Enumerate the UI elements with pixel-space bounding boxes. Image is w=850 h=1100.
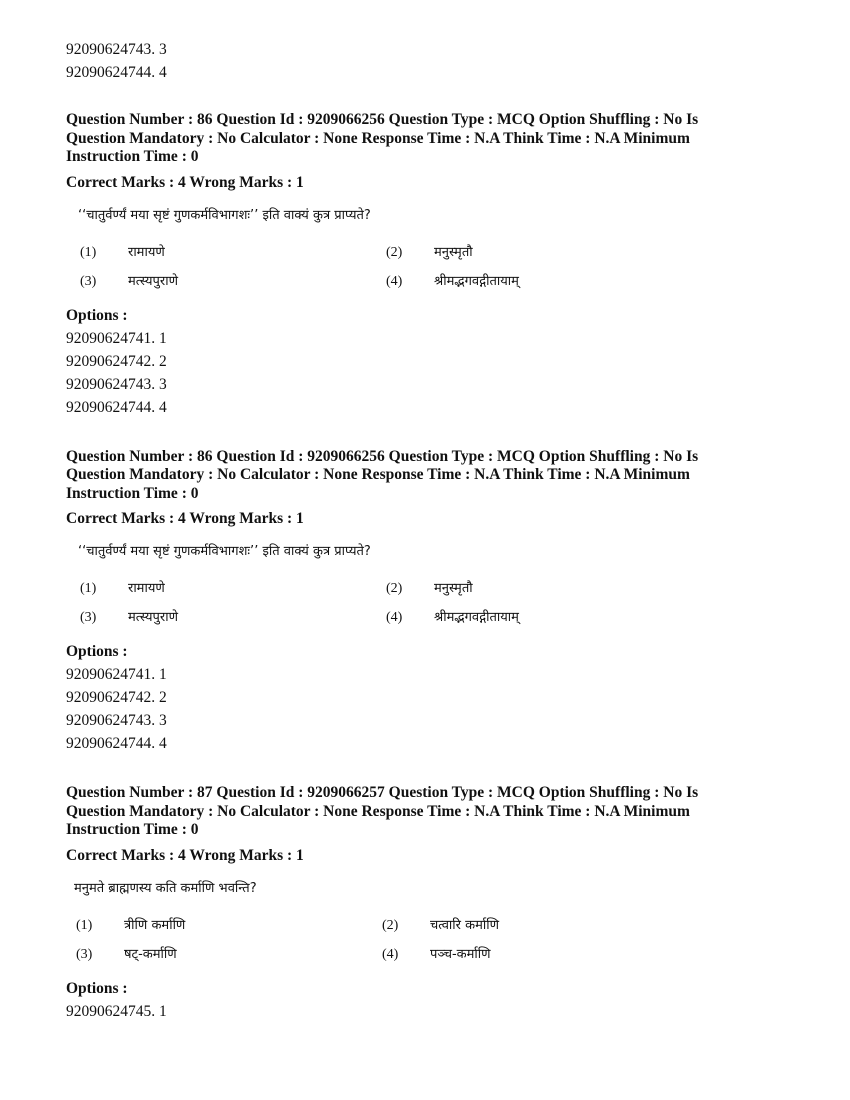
header-line: Question Mandatory : No Calculator : None Response Time : N.A Think Time : N.A Minimum (66, 802, 690, 820)
header-line: Question Number : 86 Question Id : 9209066256 Question Type : MCQ Option Shuffling : No Is (66, 447, 699, 465)
header-line: Question Number : 87 Question Id : 9209066257 Question Type : MCQ Option Shuffling : No Is (66, 784, 699, 801)
option-line: 92090624741. 1 (66, 329, 167, 347)
option-line: 92090624742. 2 (66, 352, 167, 370)
options-label: Options : (66, 643, 128, 660)
choice-1: (1) त्रीणि कर्माणि (76, 917, 186, 933)
option-line: 92090624743. 3 (66, 712, 167, 729)
options-label: Options : (66, 306, 128, 324)
question-header (66, 448, 786, 504)
question-text: ‘‘चातुर्वर्ण्यं मया सृष्टं गुणकर्मविभागशः’’ इति वाक्यं कुत्र प्राप्यते? (78, 544, 371, 559)
question-text: ‘‘चातुर्वर्ण्यं मया सृष्टं गुणकर्मविभागशः’’ इति वाक्यं कुत्र प्राप्यते? (78, 207, 371, 223)
choice-4: (4) पञ्च-कर्माणि (382, 946, 491, 962)
choice-2: (2) मनुस्मृतौ (386, 581, 473, 596)
option-line: 92090624744. 4 (66, 398, 167, 416)
question-header (66, 784, 786, 840)
document-page (66, 38, 786, 1023)
choice-4: (4) श्रीमद्भगवद्गीतायाम् (386, 610, 519, 625)
question-block (66, 111, 786, 419)
header-line: Question Mandatory : No Calculator : None Response Time : N.A Think Time : N.A Minimum (66, 466, 690, 483)
option-line: 92090624744. 4 (66, 64, 167, 81)
choice-1: (1) रामायणे (80, 244, 165, 260)
question-box (66, 531, 786, 641)
choice-3: (3) षट्-कर्माणि (76, 946, 177, 962)
header-line: Instruction Time : 0 (66, 821, 199, 838)
question-header (66, 111, 786, 167)
choice-2: (2) चत्वारि कर्माणि (382, 917, 500, 933)
header-line: Instruction Time : 0 (66, 148, 199, 165)
option-line: 92090624743. 3 (66, 41, 167, 58)
option-line: 92090624741. 1 (66, 666, 167, 683)
header-line: Instruction Time : 0 (66, 484, 199, 502)
question-block (66, 448, 786, 756)
options-label: Options : (66, 979, 128, 997)
choice-3: (3) मत्स्यपुराणे (80, 273, 178, 289)
header-line: Question Number : 86 Question Id : 9209066256 Question Type : MCQ Option Shuffling : No Is (66, 111, 699, 128)
option-line: 92090624745. 1 (66, 1002, 167, 1020)
choice-1: (1) रामायणे (80, 581, 165, 596)
question-box (66, 195, 786, 305)
marks-line: Correct Marks : 4 Wrong Marks : 1 (66, 510, 304, 527)
option-line: 92090624744. 4 (66, 735, 167, 752)
question-text: मनुमते ब्राह्मणस्य कति कर्माणि भवन्ति? (74, 880, 257, 896)
choice-4: (4) श्रीमद्भगवद्गीतायाम् (386, 273, 519, 289)
question-box (66, 868, 786, 978)
choice-2: (2) मनुस्मृतौ (386, 244, 473, 260)
marks-line: Correct Marks : 4 Wrong Marks : 1 (66, 846, 304, 864)
option-line: 92090624742. 2 (66, 689, 167, 706)
choice-3: (3) मत्स्यपुराणे (80, 610, 178, 625)
header-line: Question Mandatory : No Calculator : None Response Time : N.A Think Time : N.A Minimum (66, 129, 690, 147)
question-block (66, 784, 786, 1023)
marks-line: Correct Marks : 4 Wrong Marks : 1 (66, 173, 304, 191)
option-line: 92090624743. 3 (66, 375, 167, 393)
